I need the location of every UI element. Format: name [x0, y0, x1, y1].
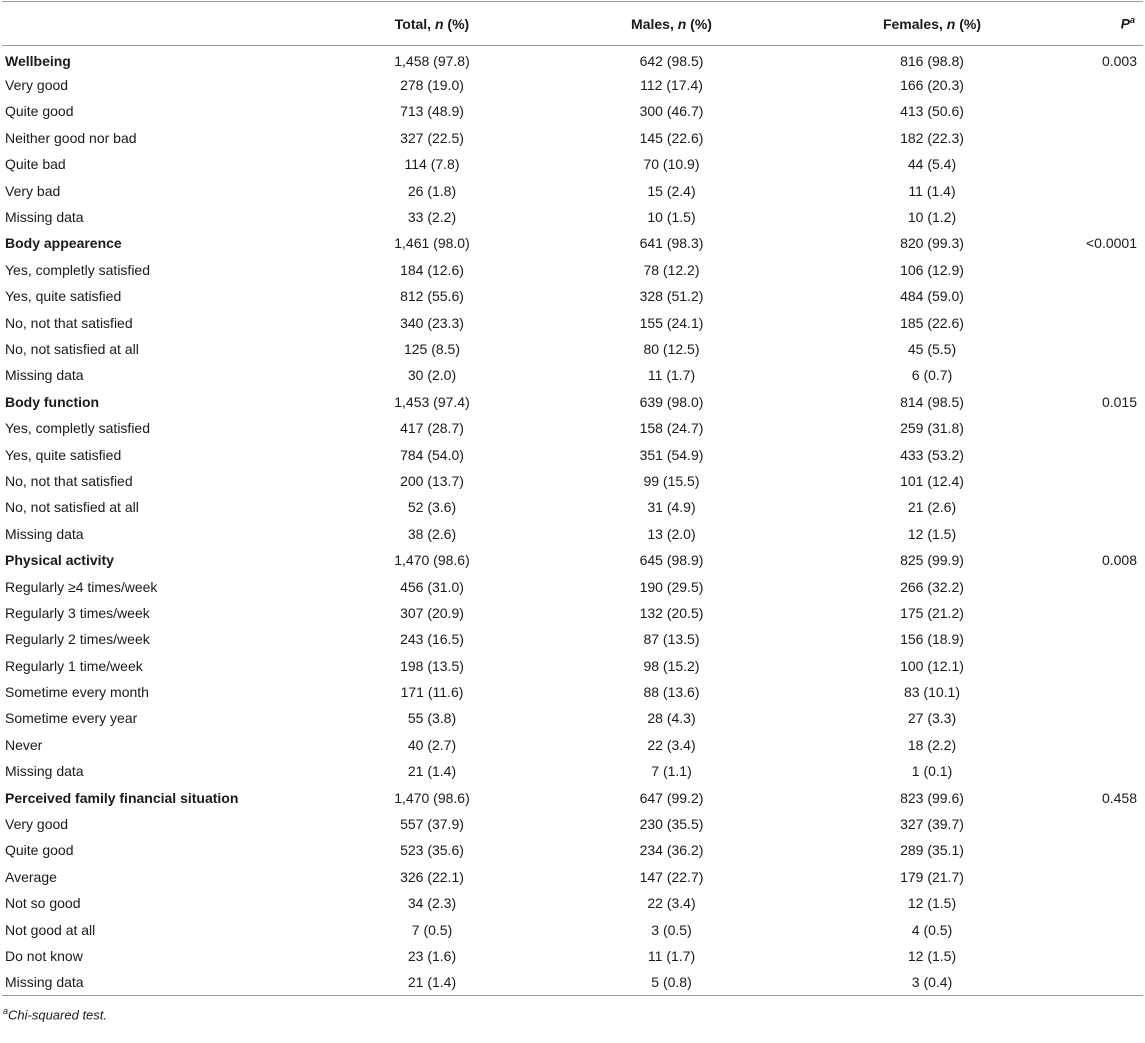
- cell-females: 182 (22.3): [900, 129, 964, 146]
- cell-males: 15 (2.4): [647, 182, 696, 199]
- table-row: [2, 177, 1143, 203]
- cell-males: 78 (12.2): [643, 261, 700, 278]
- cell-total: 784 (54.0): [400, 446, 464, 463]
- cell-total: 198 (13.5): [400, 657, 464, 674]
- cell-p-value: [1065, 283, 1143, 309]
- cell-females: 4 (0.5): [911, 921, 953, 938]
- row-label: Regularly ≥4 times/week: [5, 578, 158, 595]
- row-label: Body appearence: [5, 235, 122, 252]
- cell-males: 642 (98.5): [639, 52, 704, 69]
- header-males: Males, n (%): [544, 2, 799, 46]
- cell-p-value: [1065, 441, 1143, 467]
- cell-females: 106 (12.9): [900, 261, 964, 278]
- cell-males: 13 (2.0): [647, 525, 696, 542]
- row-label: Very bad: [5, 182, 61, 199]
- cell-p-value: [1065, 204, 1143, 230]
- header-p-value: $P^a$: [1065, 2, 1143, 46]
- cell-females: 327 (39.7): [900, 816, 964, 833]
- cell-total: 23 (1.6): [407, 947, 457, 964]
- cell-females: 12 (1.5): [907, 947, 957, 964]
- row-label: Yes, completly satisfied: [5, 420, 150, 437]
- cell-females: 18 (2.2): [907, 736, 957, 753]
- cell-females: 11 (1.4): [908, 182, 956, 199]
- table-body: [2, 46, 1143, 996]
- cell-males: 234 (36.2): [639, 842, 704, 859]
- cell-p-value: [1065, 916, 1143, 942]
- cell-males: 80 (12.5): [643, 340, 700, 357]
- cell-p-value: [1065, 573, 1143, 599]
- cell-total: 200 (13.7): [400, 472, 464, 489]
- cell-p-value: 0.458: [1101, 789, 1137, 806]
- category-row: [2, 784, 1143, 810]
- row-label: Sometime every year: [5, 710, 138, 727]
- table-row: [2, 758, 1143, 784]
- table-row: [2, 837, 1143, 863]
- table-row: [2, 890, 1143, 916]
- cell-p-value: [1065, 811, 1143, 837]
- cell-males: 31 (4.9): [647, 499, 696, 516]
- row-label: Neither good nor bad: [5, 129, 137, 146]
- cell-total: 55 (3.8): [407, 710, 457, 727]
- cell-males: 28 (4.3): [647, 710, 696, 727]
- cell-females: 816 (98.8): [900, 52, 964, 69]
- cell-females: 825 (99.9): [900, 552, 964, 569]
- cell-males: 158 (24.7): [639, 420, 704, 437]
- cell-total: 307 (20.9): [400, 604, 464, 621]
- footnote: [3, 1006, 1145, 1022]
- table-row: [2, 521, 1143, 547]
- cell-total: 456 (31.0): [400, 578, 464, 595]
- row-label: Quite bad: [5, 156, 66, 173]
- table-figure: [0, 1, 1145, 1022]
- category-row: [2, 547, 1143, 573]
- row-label: Physical activity: [5, 552, 114, 569]
- row-label: Quite good: [5, 842, 74, 859]
- cell-females: 10 (1.2): [907, 209, 957, 226]
- cell-total: 417 (28.7): [400, 420, 464, 437]
- cell-females: 101 (12.4): [900, 472, 964, 489]
- cell-males: 190 (29.5): [639, 578, 704, 595]
- footnote-marker: a: [3, 1006, 9, 1017]
- cell-p-value: [1065, 732, 1143, 758]
- cell-total: 243 (16.5): [400, 631, 464, 648]
- table-row: [2, 204, 1143, 230]
- table-row: [2, 257, 1143, 283]
- table-row: [2, 969, 1143, 995]
- cell-total: 38 (2.6): [407, 525, 457, 542]
- cell-males: 641 (98.3): [639, 235, 704, 252]
- cell-males: 22 (3.4): [647, 895, 696, 912]
- cell-females: 44 (5.4): [907, 156, 957, 173]
- cell-females: 100 (12.1): [900, 657, 964, 674]
- cell-females: 814 (98.5): [900, 393, 964, 410]
- table-row: [2, 283, 1143, 309]
- cell-females: 185 (22.6): [900, 314, 964, 331]
- cell-total: 52 (3.6): [407, 499, 457, 516]
- cell-p-value: [1065, 679, 1143, 705]
- cell-total: 1,470 (98.6): [394, 789, 470, 806]
- cell-p-value: [1065, 521, 1143, 547]
- cell-females: 12 (1.5): [907, 895, 957, 912]
- row-label: Perceived family financial situation: [5, 789, 239, 806]
- row-label: No, not satisfied at all: [5, 499, 139, 516]
- row-label: No, not that satisfied: [5, 314, 133, 331]
- table-row: [2, 626, 1143, 652]
- header-total: Total, n (%): [320, 2, 544, 46]
- row-label: Yes, quite satisfied: [5, 446, 122, 463]
- cell-p-value: [1065, 705, 1143, 731]
- table-row: [2, 864, 1143, 890]
- cell-females: 21 (2.6): [907, 499, 957, 516]
- cell-p-value: [1065, 626, 1143, 652]
- table-row: [2, 309, 1143, 335]
- table-row: [2, 705, 1143, 731]
- table-row: [2, 494, 1143, 520]
- header-variable: [2, 2, 320, 46]
- cell-p-value: [1065, 969, 1143, 995]
- cell-total: 523 (35.6): [400, 842, 464, 859]
- table-row: [2, 415, 1143, 441]
- cell-p-value: [1065, 837, 1143, 863]
- table-row: [2, 600, 1143, 626]
- cell-males: 639 (98.0): [639, 393, 704, 410]
- cell-p-value: [1065, 494, 1143, 520]
- cell-females: 3 (0.4): [799, 969, 1065, 995]
- table-row: [2, 652, 1143, 678]
- footnote-text: Chi-squared test.: [8, 1007, 108, 1023]
- row-label: Regularly 3 times/week: [5, 604, 150, 621]
- cell-females: 179 (21.7): [900, 868, 964, 885]
- category-row: [2, 46, 1143, 72]
- row-label: Missing data: [5, 525, 84, 542]
- cell-females: 289 (35.1): [900, 842, 964, 859]
- cell-total: 125 (8.5): [403, 340, 461, 357]
- cell-p-value: [1065, 864, 1143, 890]
- cell-total: 184 (12.6): [400, 261, 464, 278]
- data-table: [2, 1, 1143, 996]
- row-label: Not so good: [5, 895, 81, 912]
- cell-total: 21 (1.4): [320, 969, 544, 995]
- table-row: [2, 679, 1143, 705]
- row-label: No, not that satisfied: [5, 472, 133, 489]
- cell-p-value: [1065, 415, 1143, 441]
- table-header: [2, 2, 1143, 46]
- cell-p-value: [1065, 177, 1143, 203]
- row-label: Regularly 1 time/week: [5, 657, 143, 674]
- cell-females: 413 (50.6): [900, 103, 964, 120]
- row-label: Missing data: [5, 763, 84, 780]
- row-label: Do not know: [5, 947, 83, 964]
- cell-total: 278 (19.0): [400, 77, 464, 94]
- cell-p-value: [1065, 257, 1143, 283]
- cell-males: 230 (35.5): [639, 816, 704, 833]
- row-label: Not good at all: [5, 921, 96, 938]
- row-label: Missing data: [2, 969, 320, 995]
- cell-males: 70 (10.9): [643, 156, 700, 173]
- cell-males: 145 (22.6): [639, 129, 704, 146]
- cell-males: 147 (22.7): [639, 868, 704, 885]
- table-row: [2, 98, 1143, 124]
- cell-p-value: 0.008: [1101, 552, 1137, 569]
- cell-p-value: [1065, 125, 1143, 151]
- cell-males: 3 (0.5): [651, 921, 692, 938]
- cell-females: 259 (31.8): [900, 420, 964, 437]
- cell-males: 88 (13.6): [643, 684, 700, 701]
- cell-total: 1,461 (98.0): [394, 235, 470, 252]
- cell-total: 1,458 (97.8): [394, 52, 470, 69]
- cell-total: 171 (11.6): [400, 684, 464, 701]
- header-females: Females, n (%): [799, 2, 1065, 46]
- cell-females: 83 (10.1): [903, 684, 961, 701]
- cell-males: 5 (0.8): [544, 969, 799, 995]
- cell-total: 40 (2.7): [407, 736, 457, 753]
- cell-total: 327 (22.5): [400, 129, 464, 146]
- row-label: Regularly 2 times/week: [5, 631, 150, 648]
- cell-females: 484 (59.0): [900, 288, 964, 305]
- table-row: [2, 732, 1143, 758]
- table-row: [2, 441, 1143, 467]
- cell-females: 823 (99.6): [900, 789, 964, 806]
- row-label: Body function: [5, 393, 100, 410]
- cell-males: 645 (98.9): [639, 552, 704, 569]
- row-label: Sometime every month: [5, 684, 149, 701]
- cell-total: 33 (2.2): [407, 209, 457, 226]
- header-row: [2, 2, 1143, 46]
- table-row: [2, 336, 1143, 362]
- table-row: [2, 811, 1143, 837]
- cell-males: 11 (1.7): [647, 947, 696, 964]
- row-label: Missing data: [5, 367, 84, 384]
- row-label: Missing data: [5, 209, 84, 226]
- cell-p-value: [1065, 98, 1143, 124]
- cell-females: 820 (99.3): [900, 235, 964, 252]
- cell-p-value: [1065, 309, 1143, 335]
- cell-females: 1 (0.1): [911, 763, 953, 780]
- cell-males: 11 (1.7): [647, 367, 696, 384]
- category-row: [2, 230, 1143, 256]
- row-label: Wellbeing: [5, 52, 71, 69]
- cell-total: 713 (48.9): [400, 103, 464, 120]
- table-row: [2, 573, 1143, 599]
- cell-total: 34 (2.3): [407, 895, 457, 912]
- cell-total: 7 (0.5): [411, 921, 453, 938]
- table-row: [2, 943, 1143, 969]
- cell-p-value: [1065, 72, 1143, 98]
- cell-p-value: [1065, 600, 1143, 626]
- cell-males: 647 (99.2): [639, 789, 704, 806]
- cell-total: 812 (55.6): [400, 288, 464, 305]
- cell-total: 340 (23.3): [400, 314, 464, 331]
- table-row: [2, 125, 1143, 151]
- row-label: Very good: [5, 77, 69, 94]
- category-row: [2, 389, 1143, 415]
- cell-females: 6 (0.7): [911, 367, 953, 384]
- cell-total: 1,453 (97.4): [394, 393, 470, 410]
- row-label: Quite good: [5, 103, 74, 120]
- cell-males: 351 (54.9): [639, 446, 704, 463]
- table-row: [2, 362, 1143, 388]
- cell-p-value: [1065, 943, 1143, 969]
- cell-females: 12 (1.5): [907, 525, 957, 542]
- cell-total: 557 (37.9): [400, 816, 464, 833]
- cell-males: 328 (51.2): [639, 288, 704, 305]
- cell-males: 112 (17.4): [640, 77, 703, 94]
- row-label: Very good: [5, 816, 69, 833]
- cell-total: 326 (22.1): [400, 868, 464, 885]
- cell-p-value: [1065, 468, 1143, 494]
- cell-males: 7 (1.1): [651, 763, 692, 780]
- cell-total: 30 (2.0): [407, 367, 457, 384]
- cell-p-value: [1065, 362, 1143, 388]
- cell-total: 1,470 (98.6): [394, 552, 470, 569]
- table-row: [2, 916, 1143, 942]
- cell-females: 45 (5.5): [907, 340, 957, 357]
- cell-males: 132 (20.5): [639, 604, 704, 621]
- cell-total: 114 (7.8): [404, 156, 460, 173]
- cell-p-value: 0.003: [1101, 52, 1137, 69]
- cell-males: 99 (15.5): [643, 472, 700, 489]
- cell-males: 300 (46.7): [639, 103, 704, 120]
- cell-females: 156 (18.9): [900, 631, 964, 648]
- cell-females: 266 (32.2): [900, 578, 964, 595]
- row-label: No, not satisfied at all: [5, 340, 139, 357]
- cell-total: 26 (1.8): [407, 182, 457, 199]
- cell-males: 87 (13.5): [643, 631, 700, 648]
- cell-females: 166 (20.3): [900, 77, 964, 94]
- row-label: Never: [5, 736, 43, 753]
- cell-total: 21 (1.4): [407, 763, 457, 780]
- table-row: [2, 72, 1143, 98]
- cell-p-value: [1065, 890, 1143, 916]
- table-row: [2, 468, 1143, 494]
- cell-p-value: [1065, 652, 1143, 678]
- cell-p-value: [1065, 151, 1143, 177]
- cell-males: 22 (3.4): [647, 736, 696, 753]
- cell-females: 27 (3.3): [907, 710, 957, 727]
- cell-males: 10 (1.5): [647, 209, 696, 226]
- row-label: Yes, completly satisfied: [5, 261, 150, 278]
- cell-p-value: <0.0001: [1086, 235, 1137, 252]
- cell-females: 175 (21.2): [900, 604, 964, 621]
- cell-p-value: [1065, 758, 1143, 784]
- cell-females: 433 (53.2): [900, 446, 964, 463]
- cell-p-value: [1065, 336, 1143, 362]
- cell-p-value: 0.015: [1101, 393, 1137, 410]
- row-label: Yes, quite satisfied: [5, 288, 122, 305]
- row-label: Average: [5, 868, 57, 885]
- table-row: [2, 151, 1143, 177]
- cell-males: 155 (24.1): [639, 314, 704, 331]
- cell-males: 98 (15.2): [643, 657, 700, 674]
